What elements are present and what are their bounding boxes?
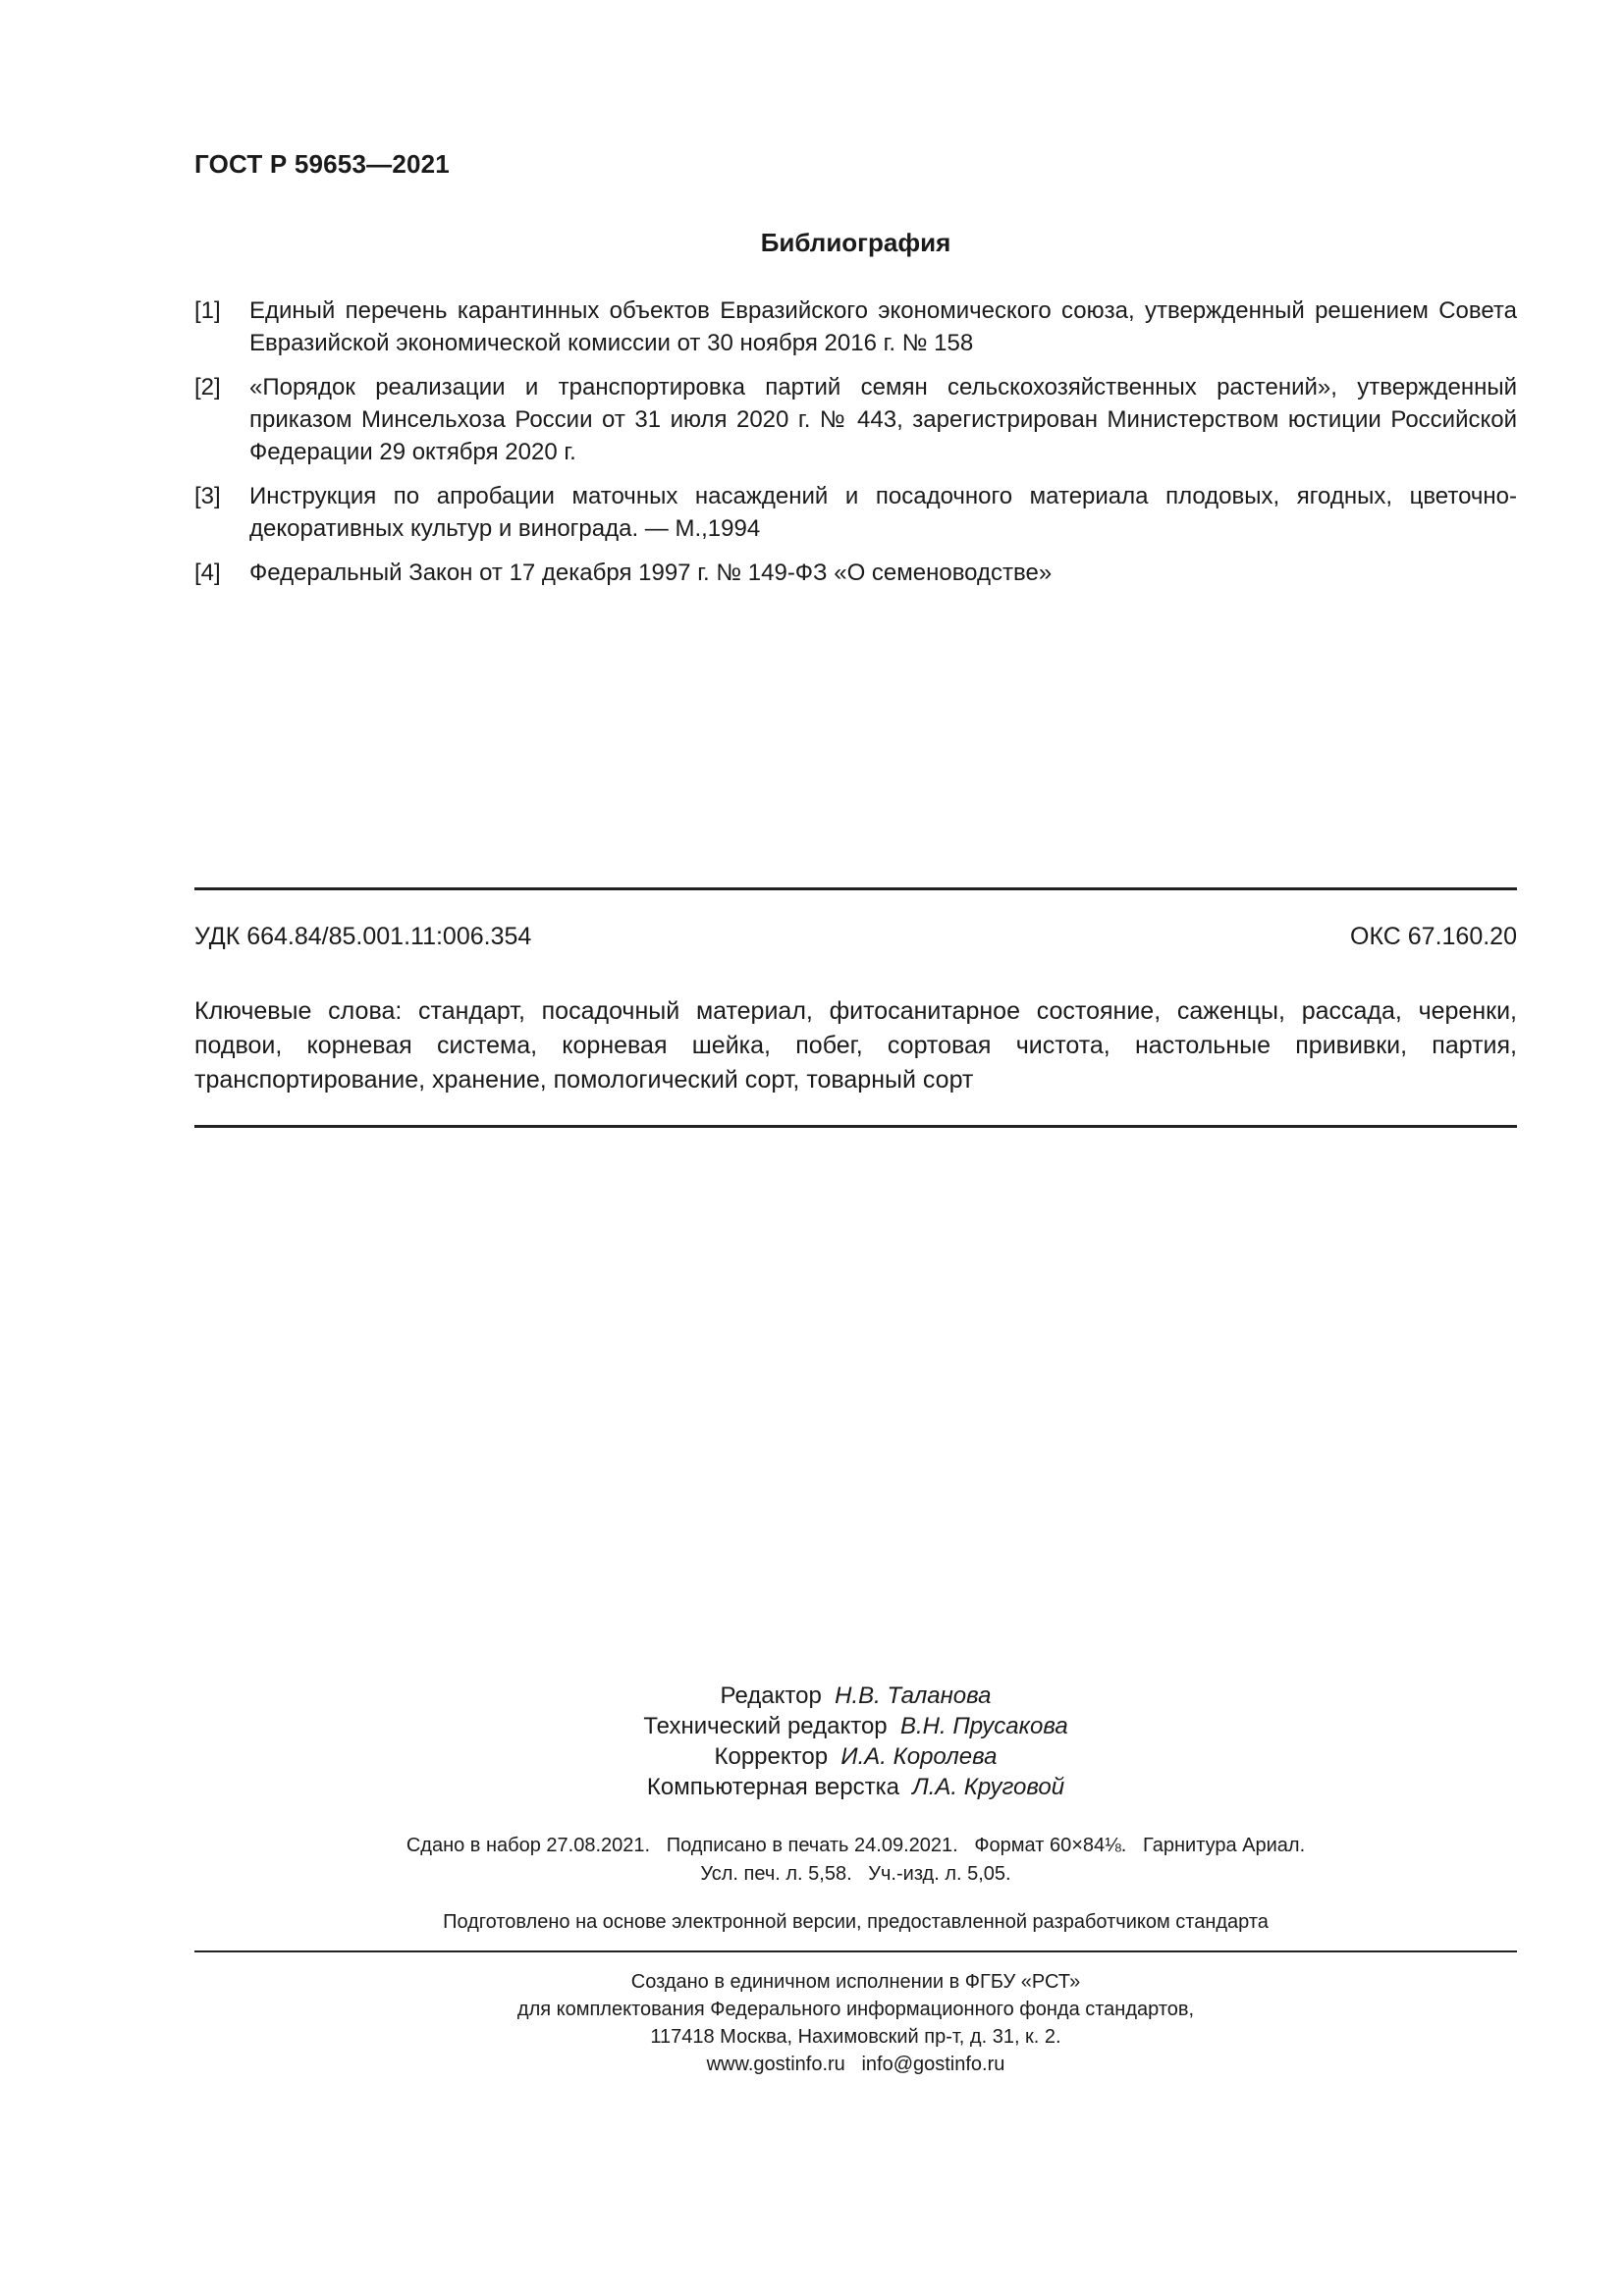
print-info-line: Усл. печ. л. 5,58. Уч.-изд. л. 5,05. <box>700 1863 1011 1885</box>
credit-role: Компьютерная верстка <box>646 1774 899 1800</box>
credit-line <box>194 1711 1517 1741</box>
bibliography-item-text: Единый перечень карантинных объектов Евразийского экономического союза, утвержденный решением Совета Евразийской экономической комиссии от 30 ноября 2016 г. № 158 <box>249 297 1517 356</box>
credit-name: В.Н. Прусакова <box>900 1713 1068 1739</box>
credit-name: Н.В. Таланова <box>835 1682 992 1709</box>
created-info <box>194 1968 1517 2078</box>
created-line: 117418 Москва, Нахимовский пр-т, д. 31, к. 2. <box>650 2026 1061 2048</box>
bibliography-item <box>194 294 1517 359</box>
credit-role: Корректор <box>714 1743 829 1770</box>
bibliography-item-text: Инструкция по апробации маточных насаждений и посадочного материала плодовых, ягодных, цветочно-декоративных культур и винограда. — М.,1994 <box>249 483 1517 542</box>
classification-row <box>194 923 1517 951</box>
bibliography-item-text: Федеральный Закон от 17 декабря 1997 г. № 149-ФЗ «О семеноводстве» <box>249 560 1053 586</box>
created-line: Создано в единичном исполнении в ФГБУ «РСТ» <box>630 1971 1081 1993</box>
print-info-line: Сдано в набор 27.08.2021. Подписано в печать 24.09.2021. Формат 60×84⅛. Гарнитура Ариал. <box>406 1835 1306 1856</box>
credit-name: Л.А. Круговой <box>912 1774 1065 1800</box>
udk-code: УДК 664.84/85.001.11:006.354 <box>194 923 532 950</box>
credit-line <box>194 1681 1517 1711</box>
created-line: для комплектования Федерального информационного фонда стандартов, <box>516 1999 1195 2020</box>
credits-block <box>194 1681 1517 1802</box>
divider-bottom <box>194 1950 1517 1952</box>
bibliography-item-number: [3] <box>194 483 221 509</box>
credit-role: Технический редактор <box>643 1713 888 1739</box>
divider-keywords <box>194 1125 1517 1128</box>
credit-line <box>194 1772 1517 1802</box>
print-info <box>194 1832 1517 1889</box>
bibliography-item <box>194 371 1517 468</box>
keywords: Ключевые слова: стандарт, посадочный материал, фитосанитарное состояние, саженцы, рассада, черенки, подвои, корневая система, корневая шейка, побег, сортовая чистота, настольные прививки, партия, транспортирование, хранение, помологический сорт, товарный сорт <box>194 997 1517 1094</box>
prepared-note: Подготовлено на основе электронной версии, предоставленной разработчиком стандарта <box>443 1911 1269 1933</box>
credit-role: Редактор <box>720 1682 822 1709</box>
standard-number: ГОСТ Р 59653—2021 <box>194 149 450 179</box>
bibliography-item <box>194 557 1517 589</box>
divider-top <box>194 887 1517 890</box>
bibliography-item-number: [2] <box>194 374 221 400</box>
credit-line <box>194 1741 1517 1772</box>
bibliography-item-text: «Порядок реализации и транспортировка партий семян сельскохозяйственных растений», утвержденный приказом Минсельхоза России от 31 июля 2020 г. № 443, зарегистрирован Министерством юстиции Российской Федерации 29 октября 2020 г. <box>249 374 1517 465</box>
created-line: www.gostinfo.ru info@gostinfo.ru <box>706 2054 1005 2075</box>
bibliography-item-number: [4] <box>194 560 221 586</box>
credit-name: И.А. Королева <box>840 1743 998 1770</box>
document-page <box>194 0 1517 2296</box>
bibliography-title: Библиография <box>760 228 951 257</box>
bibliography-list <box>194 294 1517 601</box>
oks-code: ОКС 67.160.20 <box>1350 923 1517 950</box>
bibliography-item-number: [1] <box>194 297 221 324</box>
bibliography-item <box>194 480 1517 545</box>
